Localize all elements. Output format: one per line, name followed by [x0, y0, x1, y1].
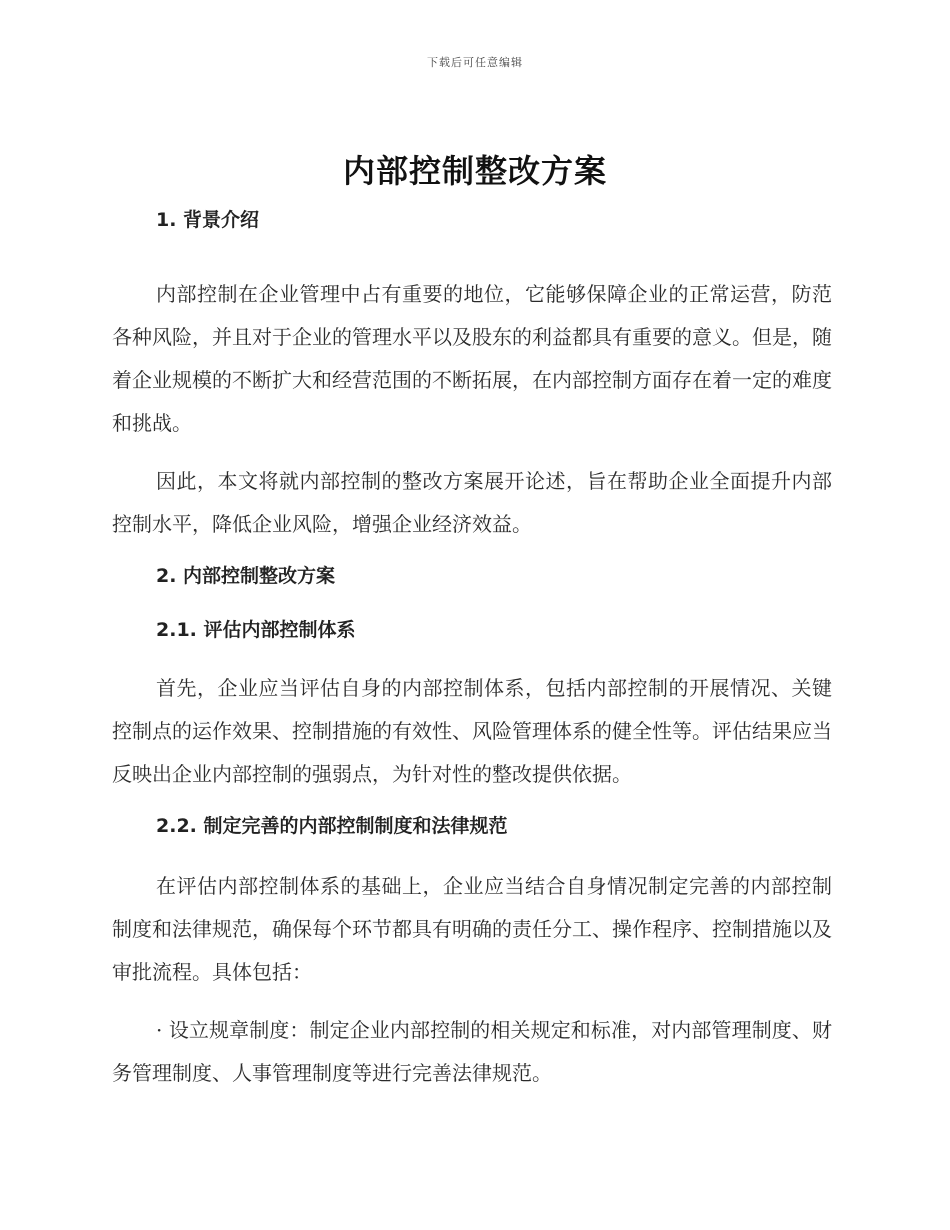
subsection-heading-assess: 2.1. 评估内部控制体系 — [156, 619, 356, 641]
paragraph-background-2: 因此，本文将就内部控制的整改方案展开论述，旨在帮助企业全面提升内部控制水平，降低企业风险，增强企业经济效益。 — [112, 469, 832, 536]
paragraph-assess: 首先，企业应当评估自身的内部控制体系，包括内部控制的开展情况、关键控制点的运作效果、控制措施的有效性、风险管理体系的健全性等。评估结果应当反映出企业内部控制的强弱点，为针对性的整改提供依据。 — [112, 676, 832, 786]
document-body — [112, 200, 832, 1095]
section-heading-plan: 2. 内部控制整改方案 — [156, 565, 336, 587]
document-title: 内部控制整改方案 — [342, 152, 607, 190]
bullet-item-rules: · 设立规章制度：制定企业内部控制的相关规定和标准，对内部管理制度、财务管理制度、人事管理制度等进行完善法律规范。 — [112, 1018, 832, 1085]
paragraph-background-1: 内部控制在企业管理中占有重要的地位，它能够保障企业的正常运营，防范各种风险，并且对于企业的管理水平以及股东的利益都具有重要的意义。但是，随着企业规模的不断扩大和经营范围的不断拓展，在内部控制方面存在着一定的难度和挑战。 — [112, 282, 832, 435]
subsection-heading-regulations: 2.2. 制定完善的内部控制制度和法律规范 — [156, 815, 508, 837]
section-heading-background: 1. 背景介绍 — [156, 209, 260, 231]
paragraph-regulations: 在评估内部控制体系的基础上，企业应当结合自身情况制定完善的内部控制制度和法律规范，确保每个环节都具有明确的责任分工、操作程序、控制措施以及审批流程。具体包括： — [112, 874, 832, 984]
header-note: 下载后可任意编辑 — [427, 56, 523, 69]
